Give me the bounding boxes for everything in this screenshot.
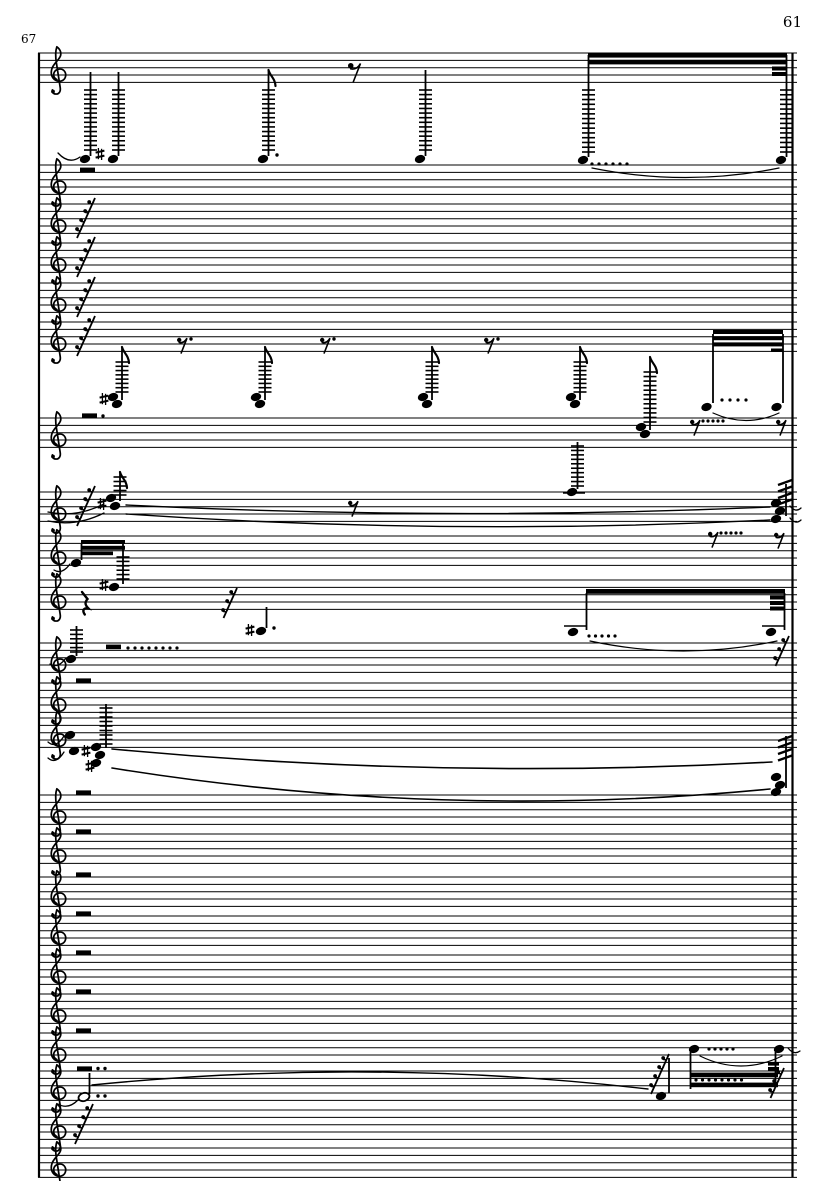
dot-row <box>154 646 157 649</box>
eighth-flag <box>269 70 276 86</box>
half-rest <box>76 950 91 955</box>
beam <box>713 330 783 334</box>
eighth-rest <box>177 338 181 342</box>
notehead <box>566 487 578 498</box>
notehead <box>765 627 777 638</box>
beam <box>690 1083 778 1088</box>
dot-row <box>590 162 593 165</box>
slur <box>713 413 779 421</box>
dot-row <box>707 1078 710 1081</box>
staff-3 <box>38 198 797 245</box>
tie <box>58 153 80 160</box>
eighth-rest <box>690 420 694 424</box>
staff-10 <box>38 574 797 621</box>
beam-stub <box>770 596 785 600</box>
dot-row <box>727 1078 730 1081</box>
eighth-flag <box>122 347 129 363</box>
beam-stub <box>771 349 783 353</box>
half-rest <box>82 413 97 418</box>
dot-row <box>740 1078 743 1081</box>
notehead <box>700 402 712 413</box>
notehead <box>94 750 106 761</box>
beam-stub <box>768 1062 779 1066</box>
tremolo-slashes <box>778 493 792 498</box>
eighth-rest <box>776 420 780 424</box>
dot-row <box>714 1078 717 1081</box>
half-rest <box>76 829 91 834</box>
dot-row <box>607 634 610 637</box>
dot-row <box>126 646 129 649</box>
eighth-flag <box>650 357 657 373</box>
dot-row <box>721 419 724 422</box>
treble-clef-icon <box>51 455 55 459</box>
dot-row <box>720 1078 723 1081</box>
half-rest <box>76 872 91 877</box>
eighth-rest <box>348 501 352 505</box>
beam <box>588 53 787 58</box>
dot-row <box>611 162 614 165</box>
staff-23 <box>38 1142 797 1181</box>
staff-9 <box>38 530 797 577</box>
augmentation-dot <box>103 1067 106 1070</box>
beam <box>586 589 785 594</box>
staff-16 <box>38 871 797 918</box>
augmentation-dot <box>101 414 104 417</box>
eighth-rest <box>708 532 712 536</box>
tremolo-slashes <box>778 756 792 761</box>
half-rest <box>76 678 91 683</box>
notehead <box>567 627 579 638</box>
augmentation-dot <box>189 337 192 340</box>
beam <box>588 60 787 65</box>
beam <box>713 336 783 340</box>
augmentation-dot <box>103 1094 106 1097</box>
half-rest <box>106 645 121 650</box>
dot-row <box>711 419 714 422</box>
eighth-flag <box>432 347 439 363</box>
notehead <box>70 558 82 569</box>
dot-row <box>733 1078 736 1081</box>
notehead <box>775 155 787 166</box>
staff-4 <box>38 237 797 284</box>
beam <box>713 342 783 346</box>
treble-clef-icon <box>51 359 55 363</box>
half-rest <box>76 1028 91 1033</box>
sharp-accidental <box>246 632 255 634</box>
beam-stub <box>772 67 787 71</box>
augmentation-dot <box>275 153 278 156</box>
half-rest <box>76 989 91 994</box>
beam-stub <box>772 72 787 76</box>
staff-15 <box>38 828 797 875</box>
dot-row <box>594 634 597 637</box>
notehead <box>257 154 269 165</box>
augmentation-dot <box>496 337 499 340</box>
half-rest <box>77 1066 92 1071</box>
staff-12 <box>38 677 797 724</box>
staff-22 <box>38 1104 797 1151</box>
dot-row <box>625 162 628 165</box>
treble-clef-icon <box>51 573 55 577</box>
sharp-accidental <box>100 401 109 403</box>
treble-clef-icon <box>51 412 65 459</box>
augmentation-dot <box>332 337 335 340</box>
tremolo-slashes <box>778 749 792 754</box>
dot-row <box>168 646 171 649</box>
staff-6 <box>38 316 797 363</box>
dot-row <box>736 398 739 401</box>
dot-row <box>706 419 709 422</box>
eighth-rest <box>774 533 778 537</box>
sharp-accidental <box>100 396 109 398</box>
staff-11 <box>38 637 797 684</box>
dot-row <box>731 1047 734 1050</box>
tie <box>788 1048 800 1053</box>
notehead <box>107 154 119 165</box>
dot-row <box>720 398 723 401</box>
sharp-accidental <box>82 753 91 755</box>
eighth-rest <box>484 338 488 342</box>
dot-row <box>744 398 747 401</box>
notehead <box>255 626 267 637</box>
dot-row <box>694 1078 697 1081</box>
treble-clef-icon <box>51 617 55 621</box>
augmentation-dot <box>272 626 275 629</box>
dot-row <box>707 1047 710 1050</box>
measure-number: 67 <box>21 32 37 46</box>
notehead <box>655 1091 667 1102</box>
treble-clef-icon <box>51 755 55 759</box>
sharp-accidental <box>98 501 107 503</box>
tremolo-slashes <box>778 480 792 485</box>
dot-row <box>729 531 732 534</box>
slur <box>92 1072 648 1089</box>
dot-row <box>604 162 607 165</box>
dot-row <box>161 646 164 649</box>
notehead <box>108 582 120 593</box>
dot-row <box>716 419 719 422</box>
eighth-flag <box>580 347 587 363</box>
staff-2 <box>38 159 797 206</box>
tremolo-slashes <box>778 743 792 748</box>
staff-7 <box>38 412 797 459</box>
treble-clef-icon <box>51 720 55 724</box>
dot-row <box>728 398 731 401</box>
quarter-rest <box>82 592 89 615</box>
notehead <box>109 501 121 512</box>
dot-row <box>140 646 143 649</box>
notehead <box>79 154 91 165</box>
dot-row <box>133 646 136 649</box>
slur <box>112 768 770 801</box>
slur <box>126 514 770 527</box>
sharp-accidental <box>86 768 95 770</box>
dot-row <box>175 646 178 649</box>
beam-stub <box>770 601 785 605</box>
notehead <box>65 654 77 665</box>
dot-row <box>587 634 590 637</box>
dot-row <box>147 646 150 649</box>
half-rest <box>76 911 91 916</box>
tie <box>58 1100 78 1106</box>
treble-clef-icon <box>51 871 55 875</box>
eighth-rest <box>348 63 354 69</box>
treble-clef-icon <box>51 529 55 533</box>
treble-clef-icon <box>51 47 65 94</box>
augmentation-dot <box>96 1067 99 1070</box>
dot-row <box>713 1047 716 1050</box>
treble-clef-icon <box>51 574 65 621</box>
sharp-accidental <box>246 627 255 629</box>
dot-row <box>701 1078 704 1081</box>
beam-stub <box>768 1067 779 1071</box>
dot-row <box>724 531 727 534</box>
half-rest <box>76 790 91 795</box>
dot-row <box>597 162 600 165</box>
dot-row <box>701 419 704 422</box>
dot-row <box>618 162 621 165</box>
treble-clef-icon <box>51 486 65 533</box>
staff-17 <box>38 910 797 957</box>
dot-row <box>725 1047 728 1050</box>
dot-row <box>719 531 722 534</box>
staff-19 <box>38 988 797 1035</box>
dot-row <box>613 634 616 637</box>
dot-row <box>719 1047 722 1050</box>
sharp-accidental <box>96 156 105 158</box>
eighth-flag <box>265 347 272 363</box>
half-rest <box>80 168 95 173</box>
beam <box>81 546 125 550</box>
slur <box>112 749 772 769</box>
notehead <box>774 506 786 517</box>
sharp-accidental <box>96 151 105 153</box>
sharp-accidental <box>100 582 109 584</box>
staff-20 <box>38 1027 797 1074</box>
augmentation-dot <box>96 1094 99 1097</box>
notehead <box>770 772 782 783</box>
staff-18 <box>38 949 797 996</box>
beam <box>81 540 125 544</box>
notehead <box>577 155 589 166</box>
eighth-rest <box>320 338 324 342</box>
staff-21 <box>38 1065 797 1112</box>
treble-clef-icon <box>51 90 55 94</box>
beam <box>81 552 113 556</box>
tremolo-slashes <box>778 487 792 492</box>
staff-5 <box>38 277 797 324</box>
notehead <box>414 154 426 165</box>
page-number: 61 <box>782 13 802 31</box>
dot-row <box>600 634 603 637</box>
notehead <box>770 402 782 413</box>
beam <box>690 1073 778 1078</box>
dot-row <box>734 531 737 534</box>
notehead <box>770 514 782 525</box>
dot-row <box>739 531 742 534</box>
beam-stub <box>770 607 785 611</box>
